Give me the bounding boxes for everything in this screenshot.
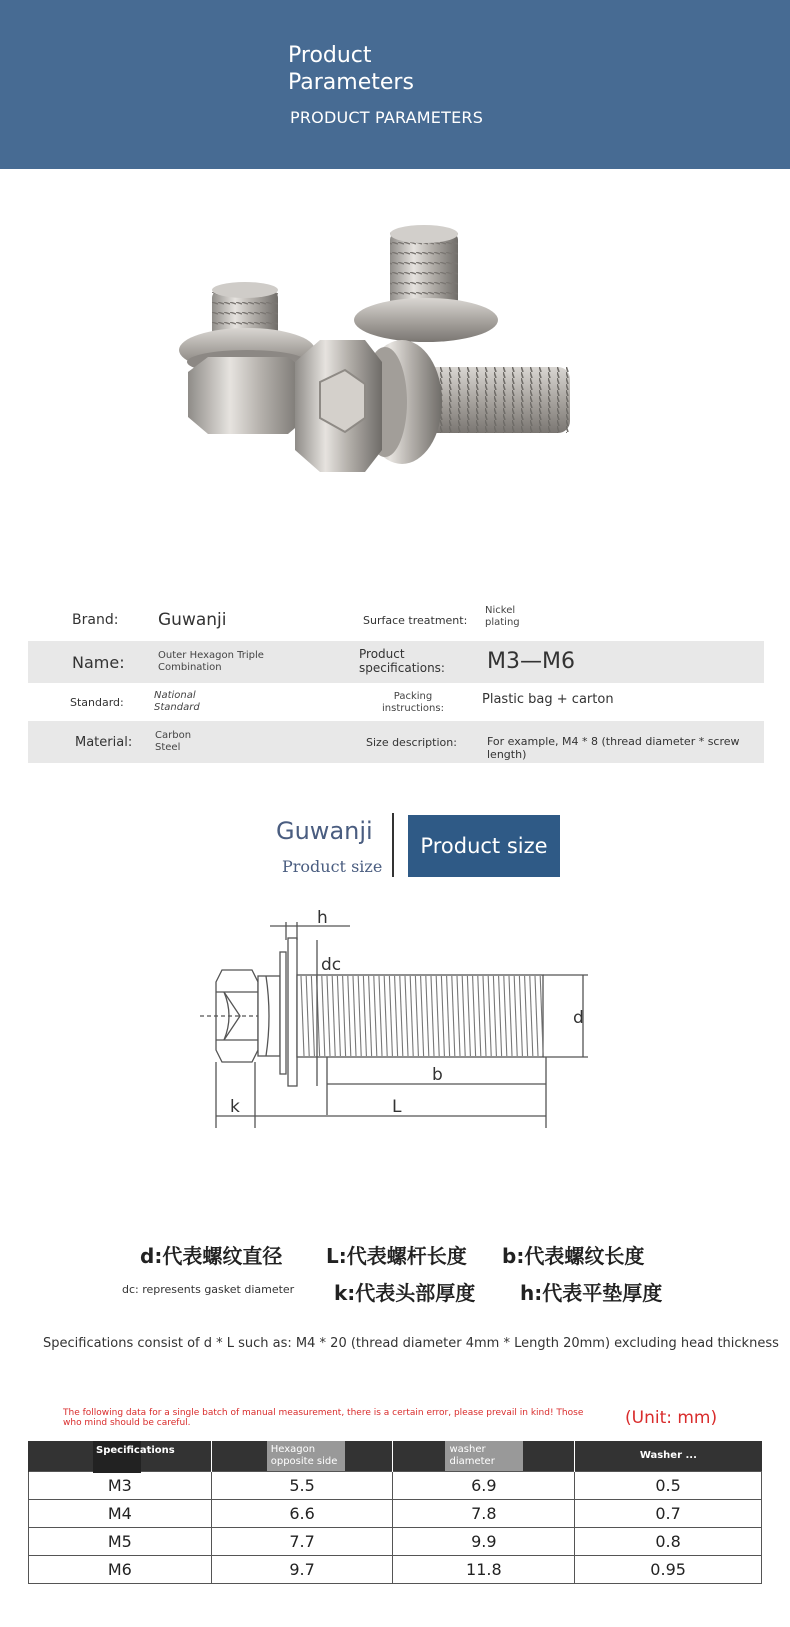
size-table-body xyxy=(29,1471,762,1583)
legend-h: h:代表平垫厚度 xyxy=(520,1281,663,1305)
name-label: Name: xyxy=(72,653,125,672)
packing-value: Plastic bag + carton xyxy=(482,692,614,707)
table-cell: 9.7 xyxy=(211,1555,393,1583)
table-cell: 0.5 xyxy=(575,1471,762,1499)
header-hexagon: Hexagon opposite side xyxy=(211,1441,393,1471)
dimension-diagram xyxy=(200,908,620,1170)
table-cell: 0.95 xyxy=(575,1555,762,1583)
size-table-header xyxy=(29,1441,762,1471)
name-value: Outer Hexagon Triple Combination xyxy=(158,650,264,673)
product-size-box xyxy=(408,815,560,877)
header-banner xyxy=(0,0,790,169)
unit-label: (Unit: mm) xyxy=(625,1408,718,1428)
table-cell: 6.6 xyxy=(211,1499,393,1527)
size-table xyxy=(28,1441,762,1584)
product-size-brand: Guwanji xyxy=(276,817,373,845)
product-size-brand-sub: Product size xyxy=(282,857,383,876)
measurement-note: The following data for a single batch of manual measurement, there is a certain error, please prevail in kind! Those who mind should be careful. xyxy=(63,1408,584,1428)
heading-divider xyxy=(392,813,394,877)
table-row xyxy=(29,1527,762,1555)
diagram-b: b xyxy=(432,1065,443,1085)
material-label: Material: xyxy=(75,735,133,750)
standard-label: Standard: xyxy=(70,696,124,709)
parameters-table xyxy=(28,599,764,763)
table-cell: 9.9 xyxy=(393,1527,575,1555)
table-cell: 11.8 xyxy=(393,1555,575,1583)
surface-label: Surface treatment: xyxy=(363,614,468,627)
diagram-h: h xyxy=(317,908,328,928)
surface-value: Nickel plating xyxy=(485,605,520,628)
header-washer: Washer ... xyxy=(575,1441,762,1471)
product-photo xyxy=(170,222,610,522)
legend-dc: dc: represents gasket diameter xyxy=(122,1283,295,1296)
product-size-box-label: Product size xyxy=(420,834,548,858)
legend-b: b:代表螺纹长度 xyxy=(502,1244,645,1268)
param-row-material xyxy=(28,721,764,763)
diagram-dc: dc xyxy=(321,955,342,975)
header-spec: Specifications xyxy=(29,1441,212,1471)
brand-label: Brand: xyxy=(72,612,119,628)
param-row-name xyxy=(28,641,764,683)
spec-note: Specifications consist of d * L such as: M4 * 20 (thread diameter 4mm * Length 20mm) excluding head thickness xyxy=(43,1336,779,1351)
table-cell: M6 xyxy=(29,1555,212,1583)
table-cell: 7.7 xyxy=(211,1527,393,1555)
table-cell: 0.8 xyxy=(575,1527,762,1555)
banner-title: Product Parameters xyxy=(288,43,414,95)
spec-label: Product specifications: xyxy=(359,647,445,675)
size-desc-value: For example, M4 * 8 (thread diameter * screw length) xyxy=(487,735,740,761)
table-row xyxy=(29,1555,762,1583)
packing-label: Packing instructions: xyxy=(382,691,444,714)
spec-value: M3—M6 xyxy=(487,649,575,674)
diagram-L: L xyxy=(392,1097,402,1117)
table-row xyxy=(29,1471,762,1499)
legend-L: L:代表螺杆长度 xyxy=(326,1244,467,1268)
brand-value: Guwanji xyxy=(158,610,227,630)
standard-value: National Standard xyxy=(154,690,200,713)
table-cell: 5.5 xyxy=(211,1471,393,1499)
material-value: Carbon Steel xyxy=(155,730,192,753)
table-cell: 0.7 xyxy=(575,1499,762,1527)
table-row xyxy=(29,1499,762,1527)
diagram-k: k xyxy=(230,1097,240,1117)
table-cell: 7.8 xyxy=(393,1499,575,1527)
size-desc-label: Size description: xyxy=(366,736,457,749)
banner-subtitle: PRODUCT PARAMETERS xyxy=(290,108,484,127)
table-cell: M5 xyxy=(29,1527,212,1555)
param-row-standard xyxy=(28,683,764,721)
legend-d: d:代表螺纹直径 xyxy=(140,1244,283,1268)
header-washer-diameter: washer diameter xyxy=(393,1441,575,1471)
legend-k: k:代表头部厚度 xyxy=(334,1281,476,1305)
param-row-brand xyxy=(28,599,764,641)
table-cell: M3 xyxy=(29,1471,212,1499)
table-cell: 6.9 xyxy=(393,1471,575,1499)
table-cell: M4 xyxy=(29,1499,212,1527)
diagram-d: d xyxy=(573,1008,584,1028)
